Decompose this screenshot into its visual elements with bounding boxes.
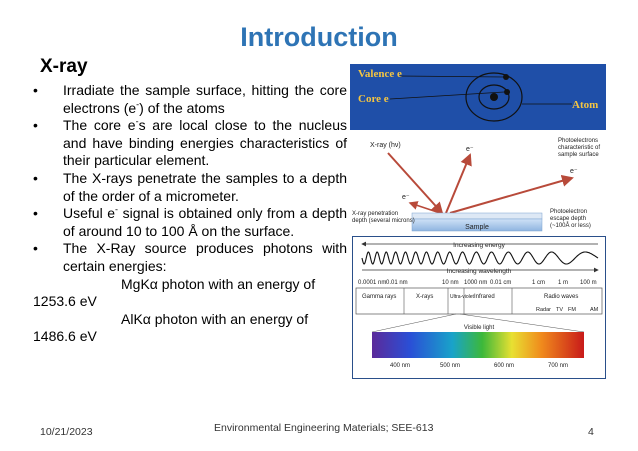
svg-text:0.01 nm: 0.01 nm <box>386 280 408 286</box>
core-label: Core e <box>358 93 389 105</box>
electron-label-3: e⁻ <box>402 194 410 201</box>
bullet-item: • Irradiate the sample surface, hitting the core electrons (e-) of the atoms <box>33 82 347 116</box>
bullet-item: • Useful e- signal is obtained only from a depth of around 10 to 100 Å on the surface. <box>33 204 347 239</box>
energy-line-al: AlKα photon with an energy of 1486.6 eV <box>33 310 309 345</box>
escape-layer <box>412 213 542 219</box>
svg-text:400 nm: 400 nm <box>390 363 411 369</box>
slide-title: Introduction <box>240 22 398 52</box>
xps-diagram <box>350 133 606 233</box>
footer-date: 10/21/2023 <box>40 426 93 438</box>
svg-text:0.0001 nm: 0.0001 nm <box>358 280 387 286</box>
penetration-note: X-ray penetration depth (several microns) <box>352 211 415 224</box>
energy-label: Increasing energy <box>453 242 505 249</box>
svg-text:1000 nm: 1000 nm <box>464 280 488 286</box>
core-electron <box>504 89 510 95</box>
svg-text:X-rays: X-rays <box>416 294 434 300</box>
bullet-dot-icon: • <box>33 240 38 257</box>
svg-text:100 m: 100 m <box>580 280 597 286</box>
bullet-item: • The X-Ray source produces photons with certain energies: <box>33 240 347 274</box>
atom-figure <box>350 64 606 130</box>
bullet-dot-icon: • <box>33 169 38 186</box>
svg-text:Gamma rays: Gamma rays <box>362 294 397 300</box>
svg-text:FM: FM <box>568 307 576 313</box>
visible-spectrum-bar <box>372 332 584 358</box>
atom-label: Atom <box>572 99 599 111</box>
svg-text:Infrared: Infrared <box>474 294 495 300</box>
sample-label: Sample <box>465 224 489 231</box>
bullet-dot-icon: • <box>33 205 38 222</box>
footer-course: Environmental Engineering Materials; SEE-613 <box>214 422 434 434</box>
escape-note: Photoelectron escape depth (~100Å or less) <box>550 209 591 229</box>
svg-text:600 nm: 600 nm <box>494 363 515 369</box>
svg-text:AM: AM <box>590 307 599 313</box>
svg-text:Ultra-violet: Ultra-violet <box>450 294 474 300</box>
bullet-dot-icon: • <box>33 82 38 98</box>
visible-light-label: Visible light <box>463 325 495 331</box>
energy-line-mg: MgKα photon with an energy of 1253.6 eV <box>33 275 316 310</box>
bullet-item: • The X-rays penetrate the samples to a depth of the order of a micrometer. <box>33 169 347 204</box>
valence-label: Valence e <box>358 68 402 80</box>
svg-text:10 nm: 10 nm <box>442 280 459 286</box>
svg-text:1 cm: 1 cm <box>532 280 546 286</box>
svg-text:TV: TV <box>556 307 564 313</box>
bullet-item: • The core e-s are local close to the nucleus and have binding energies characteristics of their particular element. <box>33 116 347 169</box>
electron-arrow-2 <box>450 178 572 213</box>
svg-text:Radar: Radar <box>536 307 551 313</box>
svg-text:500 nm: 500 nm <box>440 363 461 369</box>
em-spectrum-figure <box>352 236 606 379</box>
electron-arrow-1 <box>446 155 470 213</box>
slide-subtitle: X-ray <box>40 56 88 77</box>
svg-text:1 m: 1 m <box>558 280 569 286</box>
nucleus <box>490 93 498 101</box>
svg-text:Radio waves: Radio waves <box>544 294 579 300</box>
electron-label-1: e⁻ <box>466 146 474 153</box>
svg-text:0.01 cm: 0.01 cm <box>490 280 512 286</box>
svg-text:700 nm: 700 nm <box>548 363 569 369</box>
electron-label-2: e⁻ <box>570 168 578 175</box>
bullet-dot-icon: • <box>33 117 38 134</box>
xray-label: X-ray (hν) <box>370 142 401 149</box>
wavelength-label: Increasing wavelength <box>446 268 512 275</box>
bullet-list <box>33 82 347 346</box>
photoelectrons-note: Photoelectrons characteristic of sample surface <box>558 138 601 158</box>
wavelength-scale <box>358 280 597 286</box>
footer-page-number: 4 <box>588 426 594 438</box>
